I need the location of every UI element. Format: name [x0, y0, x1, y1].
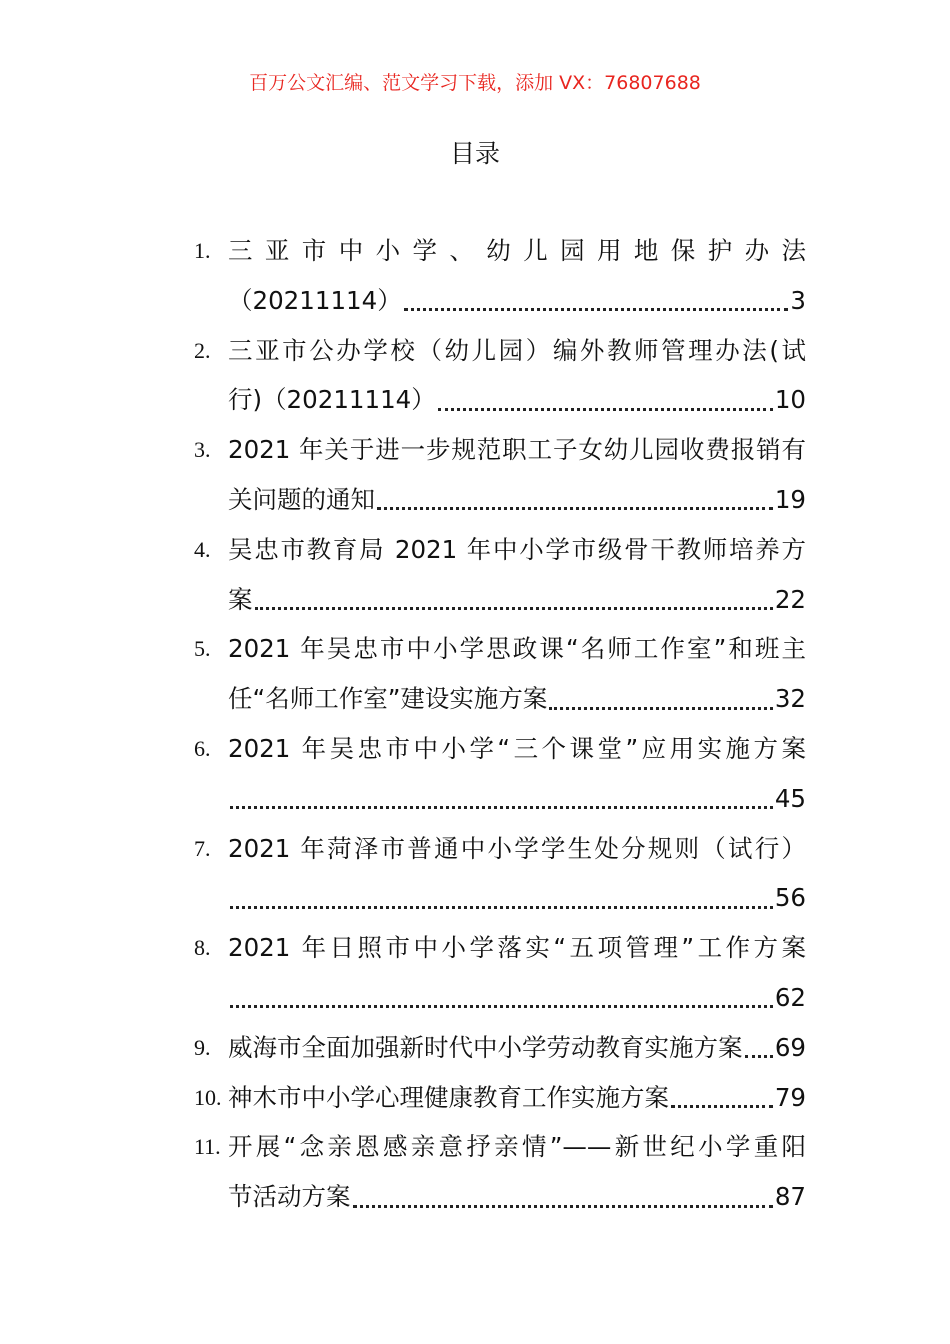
entry-number: 9.: [194, 1034, 211, 1060]
dot-leader: [255, 607, 773, 610]
entry-title: 三亚市中小学、幼儿园用地保护办法: [228, 236, 806, 265]
page-number: 69: [774, 1032, 806, 1062]
entry-title: 吴忠市教育局 2021 年中小学市级骨干教师培养方: [228, 534, 806, 564]
page-number: 19: [774, 484, 806, 514]
page-number: 87: [774, 1182, 806, 1212]
entry-title-continued: （20211114）: [228, 285, 402, 315]
page-title: 目录: [449, 139, 500, 168]
entry-number: 11.: [194, 1134, 221, 1160]
table-of-contents: [190, 226, 806, 1222]
entry-title-continued: 节活动方案: [228, 1182, 351, 1212]
toc-entry[interactable]: [190, 226, 806, 276]
entry-number: 4.: [194, 536, 211, 562]
entry-title: 威海市全面加强新时代中小学劳动教育实施方案: [228, 1032, 743, 1062]
entry-title-continued: 案: [228, 584, 253, 614]
page-number: 22: [774, 584, 806, 614]
entry-number: 6.: [194, 735, 211, 761]
toc-entry[interactable]: [190, 1073, 806, 1123]
toc-entry[interactable]: [190, 824, 806, 874]
toc-entry[interactable]: [190, 1122, 806, 1172]
toc-entry-continuation[interactable]: [190, 1172, 806, 1222]
entry-title: 2021 年吴忠市中小学思政课“名师工作室”和班主: [228, 634, 806, 664]
entry-number: 10.: [194, 1084, 222, 1110]
toc-entry-continuation[interactable]: [190, 276, 806, 326]
dot-leader: [671, 1105, 773, 1108]
dot-leader: [438, 408, 773, 411]
toc-entry[interactable]: [190, 525, 806, 575]
page-number: 62: [774, 982, 806, 1012]
page-number: 79: [774, 1082, 806, 1112]
toc-entry[interactable]: [190, 724, 806, 774]
toc-entry[interactable]: [190, 326, 806, 376]
entry-title: 2021 年关于进一步规范职工子女幼儿园收费报销有: [228, 435, 806, 465]
dot-leader: [230, 1005, 773, 1008]
dot-leader: [353, 1205, 773, 1208]
toc-entry[interactable]: [190, 923, 806, 973]
dot-leader: [549, 707, 772, 710]
page-number: 3: [790, 285, 806, 315]
entry-title: 2021 年日照市中小学落实“五项管理”工作方案: [228, 933, 806, 963]
toc-entry-continuation[interactable]: [190, 973, 806, 1023]
toc-entry-continuation[interactable]: [190, 774, 806, 824]
entry-title-continued: 关问题的通知: [228, 484, 375, 514]
entry-title: 三亚市公办学校（幼儿园）编外教师管理办法(试: [228, 335, 806, 365]
entry-title-continued: 任“名师工作室”建设实施方案: [228, 684, 548, 714]
entry-number: 7.: [194, 835, 211, 861]
page-number: 56: [774, 883, 806, 913]
toc-entry[interactable]: [190, 624, 806, 674]
entry-title: 2021 年吴忠市中小学“三个课堂”应用实施方案: [228, 733, 806, 763]
entry-number: 5.: [194, 636, 211, 662]
page-number: 32: [774, 684, 806, 714]
toc-entry[interactable]: [190, 1023, 806, 1073]
entry-number: 3.: [194, 437, 211, 463]
dot-leader: [745, 1055, 773, 1058]
page-number: 10: [774, 385, 806, 415]
entry-title-continued: 行)（20211114）: [228, 385, 436, 415]
entry-number: 2.: [194, 337, 211, 363]
page-number: 45: [774, 783, 806, 813]
entry-title: 开展“念亲恩感亲意抒亲情”——新世纪小学重阳: [228, 1132, 806, 1162]
dot-leader: [230, 806, 773, 809]
watermark-banner: 百万公文汇编、范文学习下载，添加 VX：76807688: [249, 72, 701, 94]
dot-leader: [377, 507, 773, 510]
entry-number: 8.: [194, 935, 211, 961]
toc-entry-continuation[interactable]: [190, 475, 806, 525]
dot-leader: [230, 906, 773, 909]
dot-leader: [404, 308, 789, 311]
entry-title: 神木市中小学心理健康教育工作实施方案: [228, 1082, 669, 1112]
entry-number: 1.: [194, 238, 211, 263]
toc-entry-continuation[interactable]: [190, 575, 806, 625]
toc-entry[interactable]: [190, 425, 806, 475]
toc-entry-continuation[interactable]: [190, 375, 806, 425]
entry-title: 2021 年菏泽市普通中小学学生处分规则（试行）: [228, 833, 806, 863]
toc-entry-continuation[interactable]: [190, 873, 806, 923]
toc-entry-continuation[interactable]: [190, 674, 806, 724]
